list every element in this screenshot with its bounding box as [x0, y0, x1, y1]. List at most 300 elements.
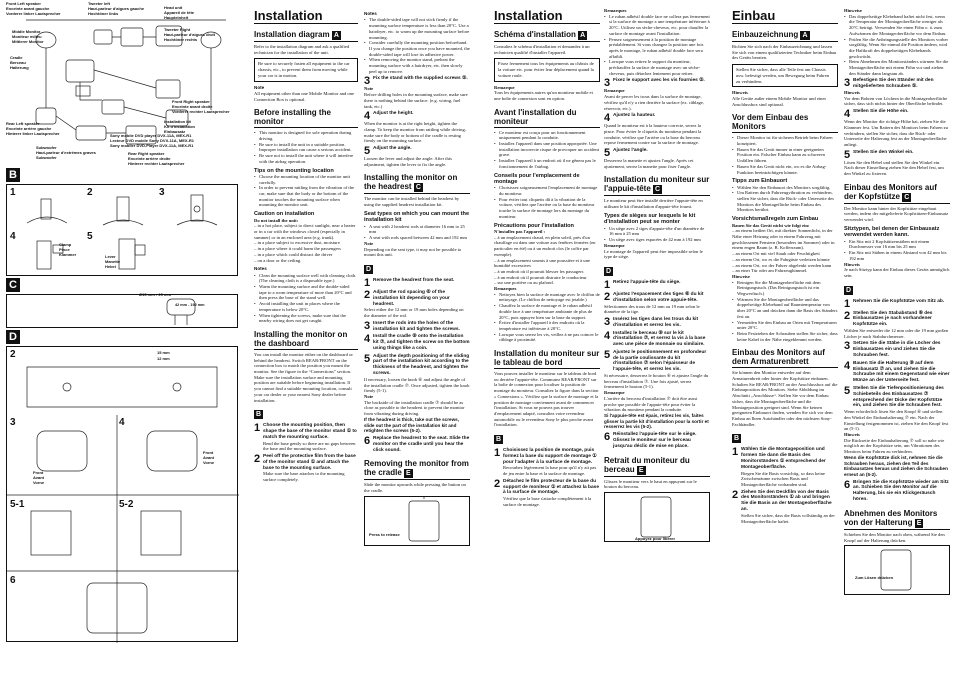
en-step-4 — [364, 111, 470, 121]
step-num: 3 — [364, 319, 371, 332]
label-middle-monitor: Middle Monitor Moniteur milieu Mittlerer Monitor — [12, 29, 44, 44]
heading-text: Einbau des Monitors auf der Kopfstütze — [844, 182, 937, 201]
fr-notes-list-2 — [604, 14, 710, 77]
section-letter: B — [734, 435, 740, 443]
list-item: • Installez l'appareil à un endroit où il ne gênera pas le fonctionnement de l'airbag. — [494, 158, 600, 169]
step-num: 5 — [604, 147, 611, 160]
step-num: 1 — [844, 297, 851, 310]
fr-diagram-heading — [494, 30, 600, 42]
step-detail: Biegen Sie die Basis vorsichtig, so dass keine Zwischenräume zwischen Basis und Montageoberfläche vorhanden sind. — [741, 470, 825, 487]
step-text: Adjust the angle. — [373, 146, 412, 152]
step-num: 4 — [604, 112, 611, 125]
section-letter: E — [406, 470, 411, 478]
step-num: 2 — [494, 477, 501, 490]
list-item: • Consider carefully the mounting position beforehand. If you change the position once you have mounted, the double-sided tape will lose its adhesive power. — [364, 40, 470, 57]
section-letter: C — [904, 193, 910, 201]
diagram-a — [6, 0, 246, 168]
list-item: • Évitez d'installer l'appareil à des endroits où la température est inférieure à 20°C. — [494, 320, 600, 331]
de-step-3 — [844, 78, 950, 90]
fr-notes-list — [494, 292, 600, 343]
section-b-badge: B — [6, 168, 20, 182]
fr-step-2 — [494, 479, 600, 496]
step-num: 2 — [87, 187, 93, 198]
note-label: Remarques — [604, 8, 627, 13]
note-text: Je nach Sitztyp kann der Einbau dieses Geräts unmöglich sein. — [844, 267, 950, 278]
step-text: Stellen Sie den Winkel ein. — [853, 149, 914, 155]
list-item: • Bauen Sie das Gerät nicht ein, wo es die Airbag-Funktion beeinträchtigen könnte. — [732, 164, 838, 175]
step-text: Bringen Sie die Kopfstütze wieder am Sitz an. Schieben Sie den Monitor auf die Halterung, bis sie ein Klickgeräusch hören. — [853, 479, 949, 502]
step-text: Réinstallez l'appuie-tête sur le siège. Glissez le moniteur sur le berceau jusqu'au déclic de mise en place. — [613, 432, 697, 449]
step-text: Fixez le support avec les vis fournies ⑤. — [613, 78, 705, 84]
step-detail: Before drilling holes in the mounting surface, make sure there is nothing behind the surface. (e.g. wiring, fuel tank, etc.) — [364, 92, 468, 109]
fr-d-step-4 — [604, 331, 710, 348]
de-caution-heading: Vorsichtsmaßregeln zum Einbau — [732, 216, 819, 223]
label-head-unit: Head unit Appareil de tête Haupteinheit — [164, 5, 195, 20]
de-step-2 — [732, 490, 838, 513]
fr-seat-heading: Types de sièges sur lesquels le kit d'installation peut se monter — [604, 212, 696, 226]
list-item: – in a place which could distract the driver — [254, 251, 333, 257]
step-num: 5 — [844, 148, 851, 161]
list-item: • A seat with rods spaced between 42 mm and 192 mm — [364, 235, 470, 241]
section-letter: A — [333, 32, 339, 39]
list-item: • Choose the mounting location of the monitor unit carefully. — [254, 174, 358, 185]
en-before-heading: Before installing the monitor — [254, 108, 358, 128]
en-note-label: Note — [254, 84, 265, 90]
step-num: 3 — [604, 77, 611, 90]
list-item: • Beim Abnehmen des Monitorständers wärmen Sie die Montageoberfläche mit einem Föhn vor und ziehen den Ständer dann langsam ab. — [844, 59, 950, 76]
fr-seat-list — [604, 226, 710, 243]
en-step-1 — [254, 423, 358, 440]
step-num: 4 — [10, 231, 16, 242]
list-item: – sur une portière ou au plafond. — [494, 280, 554, 286]
de-notes-list — [732, 280, 838, 343]
step-text: Adjust the rod spacing ⑥ of the installation kit depending on your headrest. — [373, 289, 450, 307]
step-detail: Desserrez la manette et ajustez l'angle. Après cet ajustement, serrez la manette pour fixer l'angle. — [604, 158, 694, 169]
en-column-2 — [364, 0, 470, 678]
note-text: The backside of the installation cradle ⑦ should be as close as possible to the headrest to prevent the monitor from vibrating during driving. — [364, 399, 465, 417]
list-item: • Chauffez la surface de montage et le ruban adhésif double face à une température ambiante de plus de 20°C, puis appuyez bien sur la base du support. — [494, 303, 600, 320]
step-text: Replace the headrest to the seat. Slide the monitor on the cradle until you hear the click sound. — [373, 435, 470, 453]
list-item: • Vermeiden Sie den Einbau an Orten mit Temperaturen unter 20°C. — [732, 320, 838, 331]
note-label: Hinweis — [844, 90, 860, 96]
section-letter: A — [802, 32, 808, 39]
label-rear-right: Rear Right speaker Enceinte arrière droite Hinterer rechter Lautsprecher — [128, 151, 185, 166]
step-text: Insérez les tiges dans les trous du kit d'installation et serrez les vis. — [613, 316, 699, 328]
step-text: Choose the mounting position, then shape the base of the monitor stand ① to match the mounting surface. — [263, 423, 357, 440]
en-d-step-6 — [364, 436, 470, 453]
step-detail: Wenn erforderlich lösen Sie den Knopf ⑥ und stellen den Winkel der Einbauhalterung ⑦ ein. Nach der Einstellung festgenommen ist, ziehen Sie den Knopf fest an (5-1). — [844, 409, 949, 432]
de-diagram-heading — [732, 30, 838, 42]
section-letter: B — [256, 411, 262, 419]
fr-d-step-1 — [604, 280, 710, 290]
step-num: 4 — [604, 329, 611, 342]
list-item: – à un emplacement soumis à une poussière et à une humidité excessives — [494, 257, 590, 269]
step-num: 5 — [364, 352, 371, 365]
list-item: • Reinigen Sie die Montageoberfläche mit dem Reinigungstuch. (Das Reinigungstuch ist ein Wegwerftuch.) — [732, 280, 838, 297]
label-rear-left: Rear Left speaker Enceinte arrière gauche Hinterer linker Lautsprecher — [6, 121, 60, 136]
list-item: • Wählen Sie den Einbauort des Monitors sorgfältig. — [732, 185, 838, 191]
label-clamp: Clamp Pince Klammer — [59, 242, 77, 257]
note-label: Note — [364, 240, 374, 246]
list-item: • When removing the monitor stand, preheat the mounting surface with a hairdryer, etc. then slowly peel up to remove. — [364, 57, 470, 74]
fr-step-3 — [604, 78, 710, 88]
en-notes-list-2 — [364, 17, 470, 74]
list-item: • The double-sided tape will not stick firmly if the mounting surface temperature is less than 20°C. Use a hairdryer, etc. to warm up the mounting surface before mounting. — [364, 17, 470, 40]
label-press-release: Appuyez pour libérer — [635, 535, 676, 541]
section-letter: B — [496, 436, 502, 444]
list-item: • Um Rattern durch Fahrzeugvibration zu verhindern, stellen Sie sicher, dass die Rück- oder Unterseite des Monitors die Montagefläche beim Einbau des Monitors berührt. — [732, 190, 838, 213]
fr-cradle-text: Glissez le moniteur vers le haut en appuyant sur le bouton du berceau. — [604, 478, 697, 490]
section-letter: E — [916, 519, 922, 527]
de-step-4 — [844, 109, 950, 119]
en-column-1 — [254, 0, 358, 678]
step-num: 1 — [494, 447, 501, 460]
step-num: 6 — [10, 575, 16, 586]
de-d-step-6 — [844, 480, 950, 503]
note-text: Tous les équipements autres qu'un moniteur mobile et une boîte de connexion sont en option. — [494, 90, 593, 101]
section-letter: C — [655, 186, 661, 194]
label-press-release: Press to release — [369, 531, 400, 537]
de-cradle-heading — [844, 509, 950, 530]
en-caution-heading: Caution on installation — [254, 211, 315, 218]
de-dashboard-text: Sie können den Monitor entweder auf dem Armaturenbrett oder hinter der Kopfstütze einbauen. Schalten Sie REAR/FRONT an der Anschlussbox auf die Einbauposition des Monitors. Siehe Abbildung im Abschnitt „Anschlüsse“. Stellen Sie vor dem Einbau sicher, dass die Montageoberfläche und die Montageposition geeignet sind. Wenn Sie keinen geeigneten Einbauort finden, wenden Sie sich vor dem Einbau an Ihren Autohändler oder den nächsten Sony-Fachhändler. — [732, 370, 838, 427]
step-num: 6 — [604, 431, 611, 444]
step-text: Ziehen Sie den Deckfilm von der Basis des Monitorständers ① ab und bringen Sie die Basis an der Montageoberfläche an. — [741, 489, 832, 513]
en-diagram-text: Refer to the installation diagram and ask a qualified technician for the installation of the unit. — [254, 44, 350, 55]
fr-step-1 — [494, 448, 600, 465]
label-rod-diameter: Ø15 mm - 25 mm — [139, 292, 172, 297]
step-num: 2 — [254, 453, 261, 466]
note-label: Remarque — [494, 84, 515, 90]
de-seat-list — [844, 239, 950, 262]
list-item: • Das doppelseitige Klebeband haftet nicht fest, wenn die Temperatur der Montageoberfläche weniger als 20°C beträgt. Verwenden Sie einen Föhn o. ä. zum Aufwärmen der Montageoberfläche vor dem Einbau. — [844, 14, 950, 37]
en-seat-list — [364, 224, 470, 241]
list-item: – an einem Ort, wo der Fahrer abgelenkt werden kann — [732, 262, 832, 268]
step-num: 2 — [10, 349, 16, 360]
note-text: Depending on the seat type, it may not be possible to mount this unit. — [364, 246, 462, 258]
fr-title: Installation — [494, 0, 600, 24]
step-num: 4 — [844, 359, 851, 372]
step-text: Installez le berceau ⑨ sur le kit d'installation ⑦, et serrez la vis à la base avec une pièce de monnaie ou similaire. — [613, 330, 706, 348]
step-detail: Wenn der Monitor die richtige Höhe hat, ziehen Sie die Klammer fest. Um Rattern des Monitors beim Fahren zu verhindern, stellen Sie sicher, dass die Rück- oder Unterseite der Halterung fest an der Montageoberfläche anliegt. — [844, 119, 948, 147]
en-d-step-2 — [364, 290, 470, 307]
list-item: – on a door or the ceiling. — [254, 257, 302, 263]
en-headrest-heading — [364, 173, 470, 194]
de-tips-heading: Tipps zum Einbauort — [732, 178, 788, 185]
en-title: Installation — [254, 0, 358, 24]
fr-headrest-heading — [604, 175, 710, 196]
fr-caution-sub: N'installez pas l'appareil : — [494, 228, 546, 234]
list-item: • Ein Sitz mit Stäben in einem Abstand von 42 mm bis 192 mm — [844, 250, 950, 261]
step-text: Fix the stand with the supplied screws ⑤. — [373, 76, 468, 82]
de-d-step-2 — [844, 311, 950, 328]
en-tips-heading: Tips on the mounting location — [254, 167, 334, 174]
diagram-c — [6, 278, 246, 330]
list-item: – à un endroit où il pourrait distraire le conducteur — [494, 274, 587, 280]
heading-text: Installation du moniteur sur l'appuie-tête — [604, 175, 710, 194]
note-label: Hinweis — [844, 261, 860, 267]
step-detail: Vor dem Bohren von Löchern in die Montageoberfläche sicher, dass sich nichts hinter der Oberfläche befindet. — [844, 95, 948, 107]
de-d-step-1 — [844, 299, 950, 309]
step-detail: Lösen Sie den Hebel und stellen Sie den Winkel ein. Nach dieser Einstellung ziehen Sie den Hebel fest, um den Winkel zu fixieren. — [844, 159, 944, 177]
label-front: Front Avant Vorne — [33, 470, 45, 485]
list-item: • In order to prevent rattling from the vibration of the car, make sure that the body or the bottom of the monitor touches the mounting surface when mounting the monitor unit. — [254, 185, 358, 208]
step-detail: Wählen Sie entweder die 12 mm oder die 19 mm großen Löcher je nach Stabdurchmesser. — [844, 328, 949, 339]
list-item: • Be sure to install the unit in a suitable position. Improper installation can cause a serious accident. — [254, 142, 358, 153]
cradle-illustration — [845, 546, 949, 596]
step-text: Retirez l'appuie-tête du siège. — [613, 279, 681, 285]
list-item: – an einem Ort, wo es die Fahrgäste verletzen könnte — [732, 256, 830, 262]
list-item: • When tightening the screws, make sure that the nearby wiring does not get caught. — [254, 313, 358, 324]
label-front-left: Front Left speaker Enceinte avant gauche Vorderer linker Lautsprecher — [6, 1, 61, 16]
label-front-2: Front Avant Vorne — [203, 450, 215, 465]
step-detail: Quand le moniteur est à la hauteur correcte, serrez la pince. Pour éviter le cliquetis du moniteur pendant la conduite, vérifiez que l'arrière ou la base du berceau repose fermement contre sur la surface de montage. — [604, 123, 702, 146]
step-num: 3 — [10, 417, 16, 428]
step-detail: Si l'appuie-tête est épais, retirez les vis, faites glisser la partie kit d'installation pour la sortir et resserrez les vis (5-2). — [604, 413, 709, 430]
heading-text: Retrait du moniteur du berceau — [604, 455, 690, 474]
step-detail: Select either the 12 mm or 19 mm holes depending on the diameter of the rod. — [364, 307, 464, 318]
de-cradle-illustration — [844, 545, 950, 595]
headrest-steps-illustration — [7, 347, 239, 643]
note-label: Remarque — [604, 242, 625, 248]
de-d-step-4 — [844, 361, 950, 384]
label-cradle: Cradle Berceau Halterung — [10, 55, 29, 70]
de-column-2 — [844, 0, 950, 678]
step-detail: When the monitor is at the right height, tighten the clamp. To keep the monitor from rattling while driving, make sure the body or bottom of the cradle is resting firmly on the mounting surface. — [364, 121, 466, 144]
en-notes-list — [254, 273, 358, 324]
heading-text: Installation diagram — [254, 30, 330, 39]
de-title: Einbau — [732, 0, 838, 24]
note-text: Alle Geräte außer einem Mobile Monitor und einer Anschlussbox sind optional. — [732, 95, 827, 107]
diagram-b-frame — [6, 184, 238, 276]
list-item: – an einem Ort mit viel Staub oder Feuchtigkeit — [732, 251, 820, 257]
section-letter: D — [366, 265, 372, 273]
list-item: • Pensez soigneusement à la position de montage préalablement. Si vous changez la position une fois après le montage, le ruban adhésif double face sera affaibli. — [604, 37, 710, 60]
step-text: Adjust the depth positioning of the sliding part of the installation kit according to the thickness of the headrest, and tighten the screws. — [373, 353, 470, 377]
fr-step-4 — [604, 113, 710, 123]
section-letter: C — [415, 184, 421, 192]
step-text: Stellen Sie den Stababstand ⑥ des Einbausatzes je nach vorhandener Kopfstütze ein. — [853, 310, 933, 328]
step-num: 2 — [604, 290, 611, 303]
de-cradle-text: Schieben Sie den Monitor nach oben, während Sie den Knopf auf der Halterung drücken. — [844, 531, 945, 543]
en-tips-list — [254, 174, 358, 208]
de-headrest-text: Der Monitor kann hinter der Kopfstütze eingebaut werden, indem der mitgelieferte Kopfstützen-Einbausatz verwendet wird. — [844, 205, 949, 223]
note-label: Remarque — [604, 390, 625, 396]
fr-diagram-note: Fixez fermement tous les équipements au châssis de la voiture etc. pour éviter leur déplacement quand la voiture roule. — [494, 58, 600, 81]
step-detail: Sélectionnez des trous de 12 mm ou 19 mm selon le diamètre de la tige. — [604, 303, 700, 315]
de-seat-heading: Sitztypen, bei denen der Einbausatz verwendet werden kann. — [844, 225, 940, 239]
en-d-step-4 — [364, 334, 470, 351]
step-detail: If necessary, loosen the knob ⑥ and adjust the angle of the installation cradle ⑦. Once adjusted, tighten the knob firmly (5-1). — [364, 376, 470, 394]
section-letter: D — [846, 286, 852, 294]
step-num: 3 — [844, 340, 851, 353]
step-detail: Wenn die Kopfstütze dick ist, nehmen Sie die Schrauben heraus, ziehen den Teil des Einbausatzes heraus und ziehen die Schrauben erneut an (5-2). — [844, 454, 948, 477]
step-text: Befestigen Sie den Ständer mit den mitgelieferten Schrauben ⑤. — [853, 78, 934, 90]
list-item: • Lorsque vous retirez le support du moniteur, préchauffez la surface de montage avec un sèche-cheveux, puis détachez lentement pour retirer. — [604, 59, 710, 76]
fr-before-list — [494, 130, 600, 170]
step-num: 5 — [87, 231, 93, 242]
step-num: 1 — [364, 276, 371, 289]
step-text: Choisissez la position de montage, puis formez la base du support de montage ① pour l'adapter à la surface de montage. — [503, 448, 597, 465]
en-cradle-text: Slide the monitor upwards while pressing the button on the cradle. — [364, 482, 466, 493]
en-diagram-note: Be sure to securely fasten all equipment to the car chassis, etc., to prevent them from moving while your car is in motion. — [254, 58, 358, 81]
note-text: L'arrière du berceau d'installation ⑦ doit être aussi proche que possible de l'appuie-tête pour éviter la vibration du moniteur pendant la conduite. — [604, 395, 698, 413]
label-lever: Lever Manette Hebel — [105, 254, 121, 269]
list-item: • Nettoyez bien la surface de montage avec le chiffon de nettoyage. (Le chiffon de nettoyage est jetable.) — [494, 292, 600, 303]
section-letter: A — [580, 32, 586, 39]
list-item: • Un siège avec 2 tiges d'appuie-tête d'un diamètre de 16 mm à 25 mm — [604, 226, 710, 237]
step-num: 4 — [364, 333, 371, 346]
step-text: Setzen Sie die Stäbe in die Löcher des Einbausatzes ein und ziehen Sie die Schrauben fest. — [853, 341, 941, 358]
de-diagram-note: Stellen Sie sicher, dass alle Teile fest am Chassis usw. befestigt werden, um Bewegung beim Fahren zu verhindern. — [732, 64, 838, 87]
label-rod-spacing: 42 mm - 192 mm — [175, 303, 205, 307]
en-d-step-5 — [364, 354, 470, 377]
cradle-illustration — [365, 497, 469, 547]
step-text: Ajustez le positionnement en profondeur de la partie coulissante du kit d'installation ⑦ selon l'épaisseur de l'appuie-tête, et serrez les vis. — [613, 349, 707, 373]
note-label: Hinweis — [844, 431, 860, 437]
step-detail: Bend the base gently so there are no gaps between the base and the mounting surface. — [263, 440, 356, 452]
de-step-1 — [732, 447, 838, 470]
en-d-step-3 — [364, 321, 470, 333]
diagram-b — [6, 168, 246, 278]
en-step-3 — [364, 76, 470, 86]
note-label: Note — [364, 86, 374, 92]
heading-text: Schéma d'installation — [494, 30, 576, 39]
label-press-release: Zum Lösen drücken — [855, 575, 894, 581]
step-num: 3 — [844, 77, 851, 90]
en-step-2 — [254, 454, 358, 471]
diagram-d — [6, 330, 246, 660]
diagram-column — [6, 0, 246, 678]
list-item: • A seat with 2 headrest rods at diameter 16 mm to 25 mm — [364, 224, 470, 235]
en-cradle-heading — [364, 459, 470, 480]
note-label: Note — [364, 393, 374, 399]
fr-tips-heading: Conseils pour l'emplacement de montage — [494, 172, 580, 185]
heading-text: Installing the monitor on the headrest — [364, 173, 458, 192]
fr-before-heading: Avant l'installation du moniteur — [494, 108, 600, 128]
heading-text: Abnehmen des Monitors von der Halterung — [844, 508, 938, 527]
en-dashboard-text: You can install the monitor either on the dashboard or behind the headrest. Switch REAR/FRONT on the connection box to match the position you mount the monitor. See the figure in the “Connections” section. Make sure the installation surface and mounting position are suitable before beginning installation. If you cannot find a suitable mounting location, consult your car dealer or your nearest Sony dealer before installation. — [254, 351, 353, 403]
list-item: • Un siège avec tiges espacées de 42 mm à 192 mm — [604, 237, 710, 243]
step-num: 3 — [364, 75, 371, 88]
note-label: Hinweise — [732, 273, 750, 279]
en-before-list — [254, 130, 358, 164]
step-text: Stellen Sie die Höhe ein. — [853, 109, 909, 115]
step-detail: If the headrest is thick, take out the screws, slide out the part of the installation kit and retighten the screws (5-2). — [364, 416, 459, 434]
list-item: • Le ruban adhésif double face ne collera pas fermement si la surface de montage a une température inférieure à 20°C. Utilisez un sèche-cheveux, etc. pour chauffer la surface de montage avant l'installation. — [604, 14, 710, 37]
step-num: 4 — [364, 110, 371, 123]
heading-text: Removing the monitor from the cradle — [364, 459, 469, 478]
step-detail: Avant de percer les trous dans la surface de montage, vérifiez qu'il n'y a rien derrière la surface (ex. câblage, réservoir, etc.). — [604, 94, 704, 111]
list-item: • Ce moniteur est conçu pour un fonctionnement uniquement pendant la conduite. — [494, 130, 600, 141]
en-note-text: All equipment other than one Mobile Monitor and one Connection Box is optional. — [254, 90, 355, 102]
de-before-heading: Vor dem Einbau des Monitors — [732, 113, 838, 133]
list-item: • Be sure not to install the unit where it will interfere with the airbag operation. — [254, 153, 358, 164]
note-text: Le montage de l'appareil peut être impossible selon le type de siège. — [604, 248, 703, 260]
note-label: Remarques — [494, 286, 517, 292]
en-notes-label: Notes — [254, 266, 267, 272]
list-item: • Beim Festziehen der Schrauben stellen Sie sicher, dass keine Kabel in der Nähe eingeklemmt werden. — [732, 331, 838, 342]
fr-cradle-heading — [604, 456, 710, 477]
step-num: 6 — [364, 434, 371, 447]
step-num: 5-2 — [119, 499, 134, 510]
list-item: – an einer Tür oder am Fahrzeughimmel. — [732, 268, 808, 274]
list-item: – in a place where it could harm the passengers — [254, 246, 341, 252]
diagram-d-frame — [6, 346, 238, 642]
step-num: 1 — [10, 187, 16, 198]
step-num: 3 — [159, 187, 165, 198]
step-text: Remove the headrest from the seat. — [373, 277, 455, 283]
list-item: • Choisissez soigneusement l'emplacement de montage du moniteur. — [494, 185, 600, 196]
fr-d-step-5 — [604, 350, 710, 373]
step-text: Ajustez l'angle. — [613, 148, 648, 154]
step-text: Wählen Sie die Montageposition und formen Sie dann die Basis des Monitorständers ① entsprechend der Montageoberfläche. — [741, 447, 826, 470]
label-front-right: Front Right speaker Enceinte avant droite Vorderer rechter Lautsprecher — [172, 99, 230, 114]
step-num: 5 — [364, 145, 371, 158]
fr-column-2 — [604, 0, 710, 678]
section-letter: D — [606, 267, 612, 275]
de-diagram-text: Richten Sie sich nach der Einbauzeichnung und lassen Sie sich von einem qualifizierten Techniker beim Einbau des Geräts beraten. — [732, 44, 837, 61]
heading-text: Einbauzeichnung — [732, 30, 799, 39]
de-before-list — [732, 135, 838, 175]
en-seat-heading: Seat types on which you can mount the installation kit — [364, 210, 470, 224]
fr-tips-list — [494, 185, 600, 219]
step-text: Stellen Sie die Tiefenpositionierung des Schiebeteils des Einbausatzes ⑦ entsprechend der Dicke der Kopfstütze ein, und ziehen Sie die Schrauben fest. — [853, 385, 944, 409]
step-num: 1 — [254, 422, 261, 435]
label-subwoofer: Subwoofer Haut-parleur d'extrêmes graves Subwoofer — [36, 145, 96, 160]
step-detail: Stellen Sie sicher, dass die Basis vollständig an der Montageoberfläche haftet. — [741, 512, 835, 524]
step-num: 2 — [732, 488, 739, 501]
fr-caution-heading: Précautions pour l'installation — [494, 222, 574, 229]
list-item: • This monitor is designed for sole operation during driving. — [254, 130, 358, 141]
step-num: 5 — [604, 348, 611, 361]
step-num: 4 — [119, 417, 125, 428]
step-num: 1 — [604, 278, 611, 291]
de-d-step-3 — [844, 341, 950, 358]
fr-d-step-3 — [604, 317, 710, 329]
list-item: • Warm the mounting surface and the double-sided tape to a room temperature of more than 20°C and then press the base of the stand well. — [254, 284, 358, 301]
label-installation-kit: Installation kit Kit d'installation Einbausatz — [164, 119, 195, 134]
en-d-step-1 — [364, 278, 470, 288]
step-num: 6 — [844, 478, 851, 491]
step-text: Peel off the protective film from the base of the monitor stand ① and attach the base to the mounting surface. — [263, 454, 356, 471]
step-text: Adjust the height. — [373, 111, 414, 117]
fr-column-1 — [494, 0, 600, 678]
fr-step-5 — [604, 148, 710, 158]
de-d-step-5 — [844, 386, 950, 409]
diagram-c-frame — [6, 294, 238, 328]
step-text: Ajustez l'espacement des tiges ⑥ du kit d'installation selon votre appuie-tête. — [613, 291, 704, 303]
list-item: – à un emplacement chaud, en plein soleil, près d'un chauffage ou dans une voiture aux fenêtres fermées (en particulier en été) ou à un endroit clos (le coffre par exemple). — [494, 234, 596, 257]
section-d-badge: D — [6, 330, 20, 344]
de-tips-list — [732, 185, 838, 214]
step-text: Install the cradle ⑨ onto the installation kit ⑦, and tighten the screw on the bottom using things like a coin. — [373, 334, 470, 351]
step-num: 2 — [364, 288, 371, 301]
stand-illustration — [7, 185, 239, 277]
section-c-badge: C — [6, 278, 20, 292]
de-headrest-heading — [844, 183, 950, 204]
en-dashboard-heading: Installing the monitor on the dashboard — [254, 330, 358, 350]
list-item: – an einem heißen Ort, mit direkter Sonnenlicht, in der Nähe einer Heizung oder in einem Fahrzeug mit geschlossenen Fenstern (besonders im Sommer) oder in einem engen Raum (z. B. Kofferraum). — [732, 228, 835, 251]
label-tweeter-right: Tweeter Right Haut-parleur d'aigues droit Hochtöner rechts — [164, 27, 215, 42]
list-item: – in a hot place, subject to direct sunlight, near a heater or in a car with the windows closed (especially in summer) or in an enclosed area (e.g. trunk). — [254, 223, 356, 240]
note-text: Die Rückseite der Einbauhalterung ⑦ soll so nahe wie möglich an der Kopfstütze sein, um Vibrationen des Monitors beim Fahren zu verhindern. — [844, 437, 945, 455]
step-num: 5 — [844, 384, 851, 397]
list-item: • Dieser Monitor ist für sicheren Betrieb beim Fahren konzipiert. — [732, 135, 838, 146]
list-item: • Ein Sitz mit 2 Kopfstützenstäben mit einem Durchmesser von 16 mm bis 25 mm — [844, 239, 950, 250]
list-item: – à un endroit où il pourrait blesser les passagers — [494, 268, 584, 274]
de-caution-sub: Bauen Sie das Gerät nicht wie folgt ein: — [732, 222, 810, 228]
